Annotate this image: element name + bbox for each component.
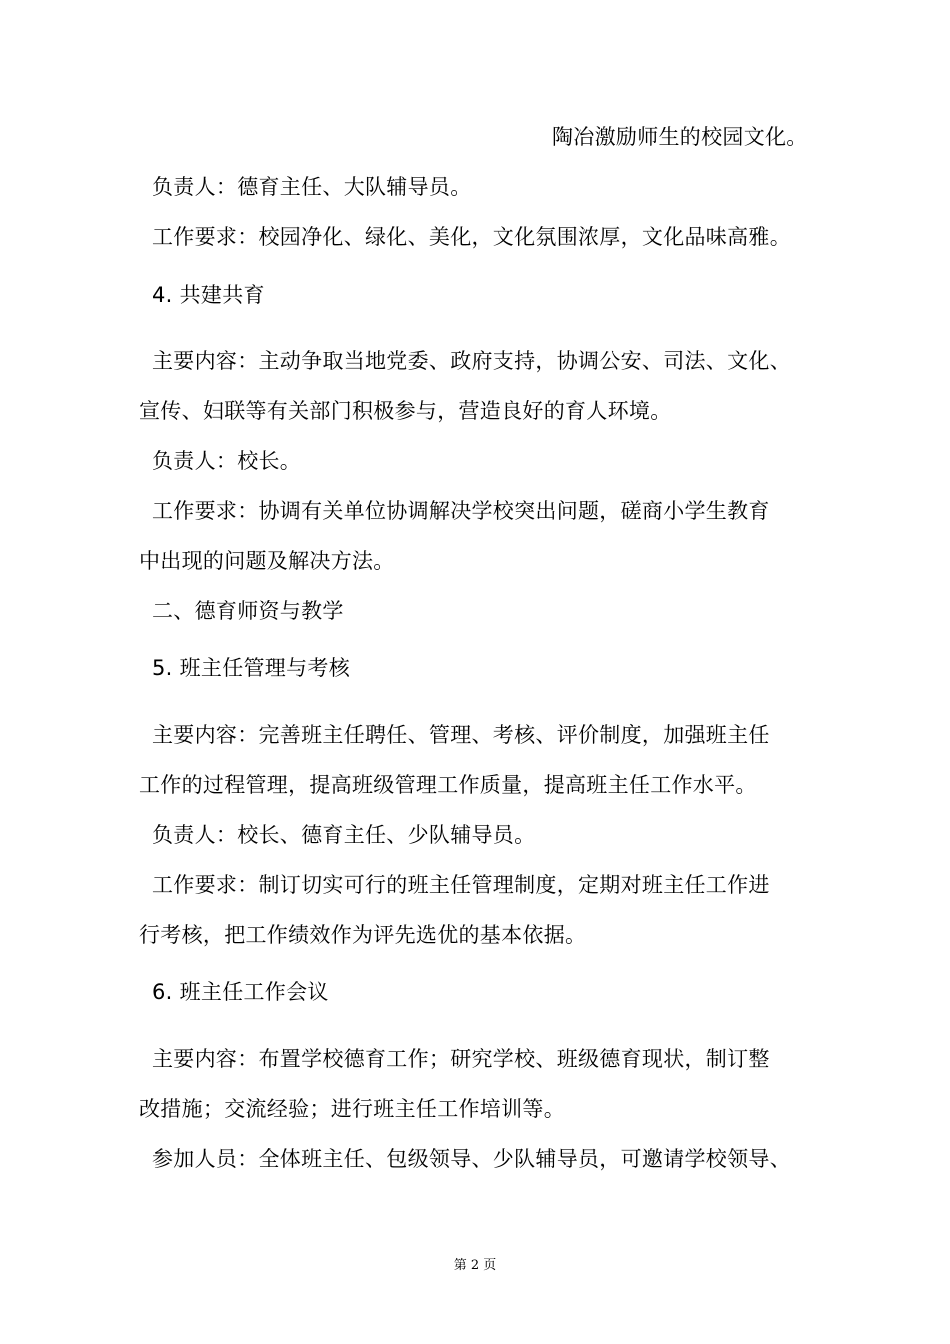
text-line-1: 陶冶激励师生的校园文化。 [552, 125, 808, 149]
text-line-5: 主要内容：主动争取当地党委、政府支持，协调公安、司法、文化、 [152, 349, 791, 373]
page-number: 第 2 页 [453, 1258, 497, 1273]
text-line-7: 负责人：校长。 [152, 449, 302, 473]
text-line-9: 中出现的问题及解决方法。 [139, 549, 395, 573]
section-heading-4: 4. 共建共育 [152, 283, 265, 307]
text-line-14: 负责人：校长、德育主任、少队辅导员。 [152, 823, 536, 847]
text-line-15: 工作要求：制订切实可行的班主任管理制度，定期对班主任工作进 [152, 873, 770, 897]
section-heading-5: 5. 班主任管理与考核 [152, 656, 351, 680]
text-line-20: 参加人员：全体班主任、包级领导、少队辅导员，可邀请学校领导、 [152, 1147, 791, 1171]
text-line-19: 改措施；交流经验；进行班主任工作培训等。 [139, 1097, 565, 1121]
text-line-13: 工作的过程管理，提高班级管理工作质量，提高班主任工作水平。 [139, 773, 757, 797]
text-line-3: 工作要求：校园净化、绿化、美化，文化氛围浓厚，文化品味高雅。 [152, 225, 791, 249]
text-line-8: 工作要求：协调有关单位协调解决学校突出问题，磋商小学生教育 [152, 499, 770, 523]
section-heading-6: 6. 班主任工作会议 [152, 980, 329, 1004]
text-line-18: 主要内容：布置学校德育工作；研究学校、班级德育现状，制订整 [152, 1047, 770, 1071]
chapter-heading-2: 二、德育师资与教学 [152, 599, 344, 623]
text-line-16: 行考核，把工作绩效作为评先选优的基本依据。 [139, 923, 587, 947]
text-line-6: 宣传、妇联等有关部门积极参与，营造良好的育人环境。 [139, 399, 672, 423]
text-line-12: 主要内容：完善班主任聘任、管理、考核、评价制度，加强班主任 [152, 723, 770, 747]
text-line-2: 负责人：德育主任、大队辅导员。 [152, 175, 472, 199]
